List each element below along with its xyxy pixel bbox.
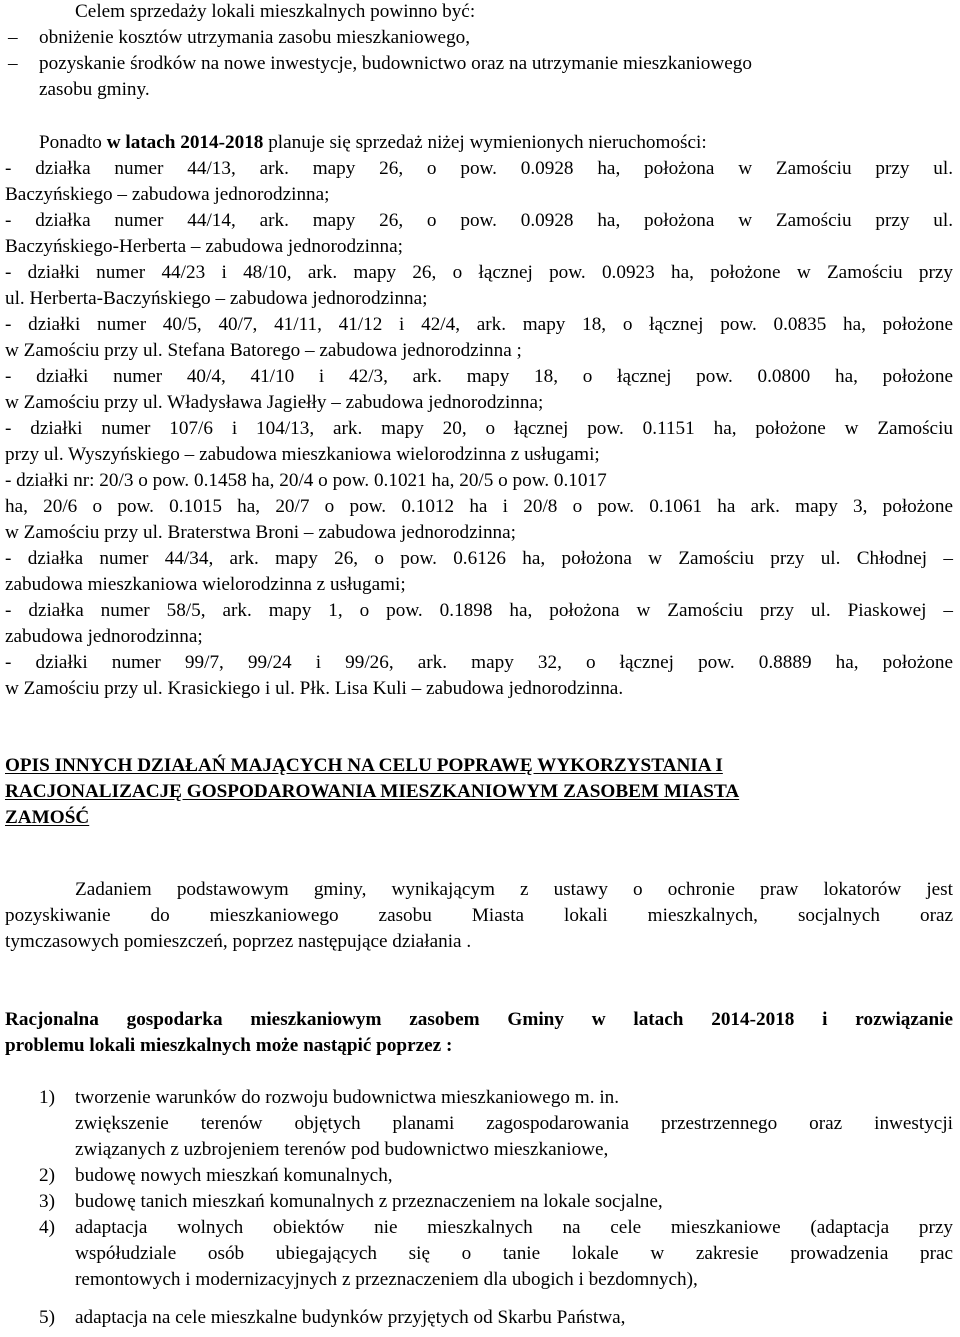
plot-line: - działka numer 44/13, ark. mapy 26, o pow. 0.0928 ha, położona w Zamościu przy ul. bbox=[5, 158, 953, 179]
plot-line: ul. Herberta-Baczyńskiego – zabudowa jednorodzinna; bbox=[5, 288, 428, 309]
plot-line: - działki nr: 20/3 o pow. 0.1458 ha, 20/4 o pow. 0.1021 ha, 20/5 o pow. 0.1017 bbox=[5, 470, 607, 491]
plot-line: - działki numer 99/7, 99/24 i 99/26, ark. mapy 32, o łącznej pow. 0.8889 ha, położone bbox=[5, 652, 953, 673]
intro-item: obniżenie kosztów utrzymania zasobu mieszkaniowego, bbox=[39, 27, 471, 48]
action-text: tworzenie warunków do rozwoju budownictwa mieszkaniowego m. in. bbox=[75, 1087, 620, 1108]
plot-line: - działka numer 44/34, ark. mapy 26, o pow. 0.6126 ha, położona w Zamościu przy ul. Chłodnej – bbox=[5, 548, 953, 569]
action-text: współudziale osób ubiegających się o tanie lokale w zakresie prowadzenia prac bbox=[75, 1243, 953, 1264]
task-paragraph-line: tymczasowych pomieszczeń, poprzez następujące działania . bbox=[5, 931, 472, 952]
action-number: 4) bbox=[39, 1217, 55, 1238]
plot-line: - działka numer 44/14, ark. mapy 26, o pow. 0.0928 ha, położona w Zamościu przy ul. bbox=[5, 210, 953, 231]
plot-line: w Zamościu przy ul. Władysława Jagiełły – zabudowa jednorodzinna; bbox=[5, 392, 544, 413]
plot-line: - działki numer 44/23 i 48/10, ark. mapy 26, o łącznej pow. 0.0923 ha, położone w Zamościu przy bbox=[5, 262, 953, 283]
intro-title: Celem sprzedaży lokali mieszkalnych powinno być: bbox=[75, 1, 476, 22]
action-text: remontowych i modernizacyjnych z przeznaczeniem dla ubogich i bezdomnych), bbox=[75, 1269, 698, 1290]
action-number: 3) bbox=[39, 1191, 55, 1212]
plot-line: przy ul. Wyszyńskiego – zabudowa mieszkaniowa wielorodzinna z usługami; bbox=[5, 444, 600, 465]
task-paragraph-line: Zadaniem podstawowym gminy, wynikającym z ustawy o ochronie praw lokatorów jest bbox=[75, 879, 953, 900]
action-text: budowę tanich mieszkań komunalnych z przeznaczeniem na lokale socjalne, bbox=[75, 1191, 663, 1212]
list-dash: – bbox=[8, 27, 18, 48]
plot-line: - działki numer 107/6 i 104/13, ark. mapy 20, o łącznej pow. 0.1151 ha, położone w Zamościu bbox=[5, 418, 953, 439]
action-text: zwiększenie terenów objętych planami zagospodarowania przestrzennego oraz inwestycji bbox=[75, 1113, 953, 1134]
plan-lead-after: planuje się sprzedaż niżej wymienionych nieruchomości: bbox=[263, 132, 707, 153]
plot-line: - działki numer 40/5, 40/7, 41/11, 41/12 i 42/4, ark. mapy 18, o łącznej pow. 0.0835 ha, położone bbox=[5, 314, 953, 335]
plot-line: w Zamościu przy ul. Krasickiego i ul. Płk. Lisa Kuli – zabudowa jednorodzinna. bbox=[5, 678, 624, 699]
rational-line: problemu lokali mieszkalnych może nastąpić poprzez : bbox=[5, 1035, 453, 1056]
plan-lead-years: w latach 2014-2018 bbox=[106, 132, 264, 153]
rational-line: Racjonalna gospodarka mieszkaniowym zasobem Gminy w latach 2014-2018 i rozwiązanie bbox=[5, 1009, 953, 1030]
intro-item: zasobu gminy. bbox=[39, 79, 150, 100]
plot-line: - działka numer 58/5, ark. mapy 1, o pow. 0.1898 ha, położona w Zamościu przy ul. Piaskowej – bbox=[5, 600, 953, 621]
plot-line: Baczyńskiego-Herberta – zabudowa jednorodzinna; bbox=[5, 236, 403, 257]
section-heading: RACJONALIZACJĘ GOSPODAROWANIA MIESZKANIOWYM ZASOBEM MIASTA bbox=[5, 781, 740, 802]
action-text: budowę nowych mieszkań komunalnych, bbox=[75, 1165, 393, 1186]
plot-line: - działki numer 40/4, 41/10 i 42/3, ark. mapy 18, o łącznej pow. 0.0800 ha, położone bbox=[5, 366, 953, 387]
action-number: 1) bbox=[39, 1087, 55, 1108]
action-text: adaptacja na cele mieszkalne budynków przyjętych od Skarbu Państwa, bbox=[75, 1307, 626, 1328]
task-paragraph-line: pozyskiwanie do mieszkaniowego zasobu Miasta lokali mieszkalnych, socjalnych oraz bbox=[5, 905, 953, 926]
action-number: 2) bbox=[39, 1165, 55, 1186]
section-heading: ZAMOŚĆ bbox=[5, 807, 90, 828]
plot-line: Baczyńskiego – zabudowa jednorodzinna; bbox=[5, 184, 330, 205]
intro-item: pozyskanie środków na nowe inwestycje, budownictwo oraz na utrzymanie mieszkaniowego bbox=[39, 53, 752, 74]
plan-lead-before: Ponadto bbox=[39, 132, 107, 153]
plot-line: w Zamościu przy ul. Stefana Batorego – zabudowa jednorodzinna ; bbox=[5, 340, 522, 361]
plot-line: zabudowa mieszkaniowa wielorodzinna z usługami; bbox=[5, 574, 406, 595]
plot-line: zabudowa jednorodzinna; bbox=[5, 626, 203, 647]
list-dash: – bbox=[8, 53, 18, 74]
plan-lead bbox=[39, 131, 707, 155]
plot-line: w Zamościu przy ul. Braterstwa Broni – zabudowa jednorodzinna; bbox=[5, 522, 516, 543]
section-heading: OPIS INNYCH DZIAŁAŃ MAJĄCYCH NA CELU POPRAWĘ WYKORZYSTANIA I bbox=[5, 755, 723, 776]
action-number: 5) bbox=[39, 1307, 55, 1328]
action-text: związanych z uzbrojeniem terenów pod budownictwo mieszkaniowe, bbox=[75, 1139, 609, 1160]
plot-line: ha, 20/6 o pow. 0.1015 ha, 20/7 o pow. 0.1012 ha i 20/8 o pow. 0.1061 ha ark. mapy 3, położone bbox=[5, 496, 953, 517]
action-text: adaptacja wolnych obiektów nie mieszkalnych na cele mieszkaniowe (adaptacja przy bbox=[75, 1217, 953, 1238]
